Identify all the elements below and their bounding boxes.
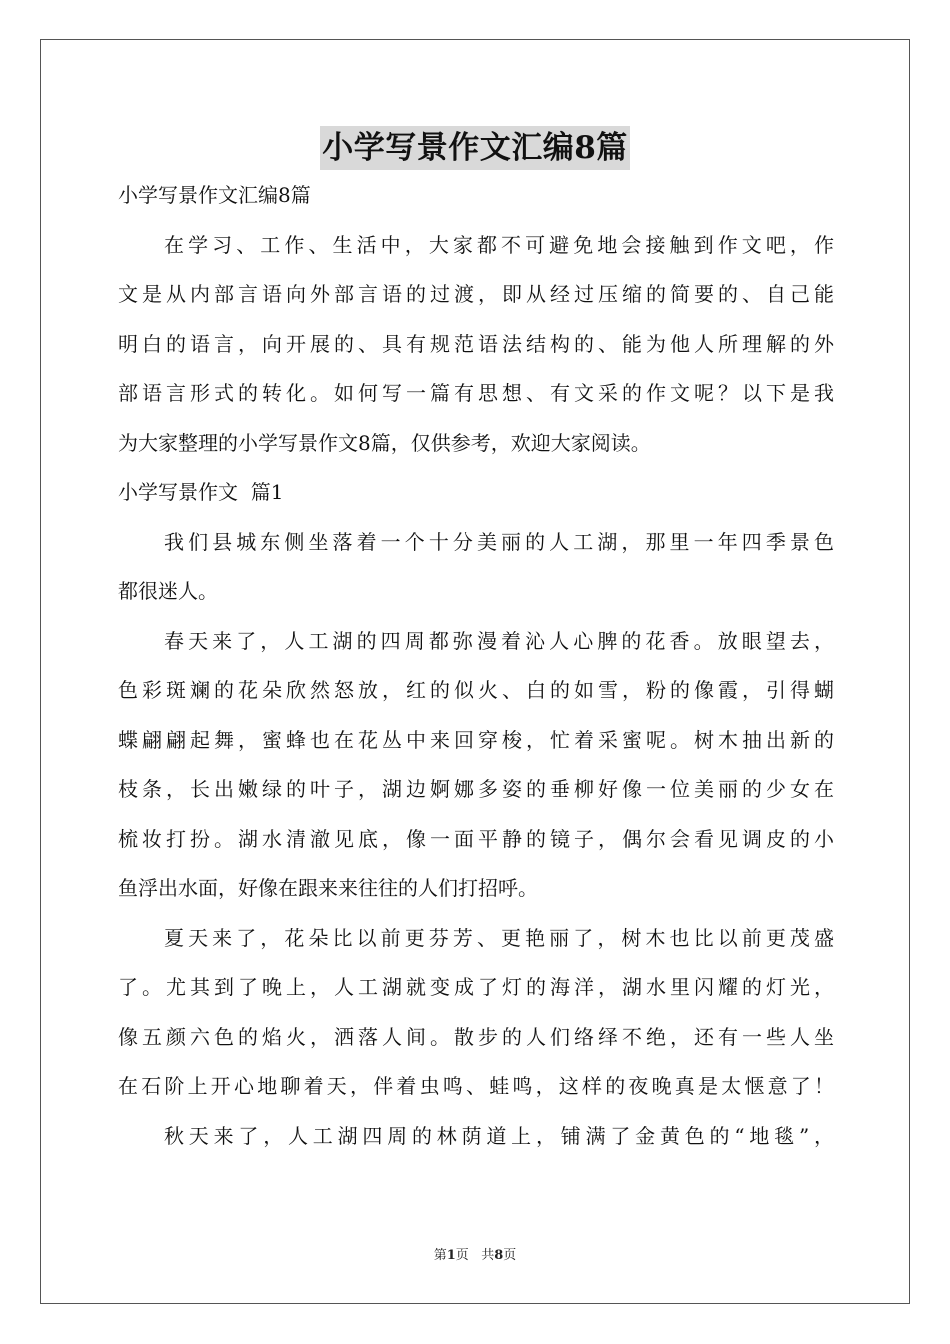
paragraph-line: 枝条，长出嫩绿的叶子，湖边婀娜多姿的垂柳好像一位美丽的少女在 bbox=[118, 777, 834, 801]
paragraph-line: 明白的语言，向开展的、具有规范语法结构的、能为他人所理解的外 bbox=[118, 331, 834, 356]
paragraph-line: 像五颜六色的焰火，洒落人间。散步的人们络绎不绝，还有一些人坐 bbox=[118, 1024, 834, 1049]
footer-total-pages: 8 bbox=[494, 1248, 504, 1263]
paragraph-line: 色彩斑斓的花朵欣然怒放，红的似火、白的如雪，粉的像霞，引得蝴 bbox=[118, 678, 834, 702]
paragraph-line: 春天来了，人工湖的四周都弥漫着沁人心脾的花香。放眼望去， bbox=[164, 628, 834, 653]
title-wrap bbox=[0, 126, 950, 170]
paragraph-line: 鱼浮出水面，好像在跟来来往往的人们打招呼。 bbox=[118, 876, 538, 900]
paragraph-line: 都很迷人。 bbox=[118, 579, 218, 603]
paragraph-line: 部语言形式的转化。如何写一篇有思想、有文采的作文呢？以下是我 bbox=[118, 381, 834, 405]
footer-prefix: 第 bbox=[433, 1248, 447, 1263]
page-footer bbox=[0, 1248, 950, 1264]
paragraph-line: 了。尤其到了晚上，人工湖就变成了灯的海洋，湖水里闪耀的灯光， bbox=[118, 975, 834, 999]
footer-current-page: 1 bbox=[446, 1248, 456, 1263]
paragraph-line: 在学习、工作、生活中，大家都不可避免地会接触到作文吧，作 bbox=[164, 232, 834, 257]
paragraph-line: 文是从内部言语向外部言语的过渡，即从经过压缩的简要的、自己能 bbox=[118, 282, 834, 306]
subtitle-line: 小学写景作文汇编8篇 bbox=[118, 183, 311, 207]
paragraph-line: 为大家整理的小学写景作文8篇，仅供参考，欢迎大家阅读。 bbox=[118, 430, 651, 455]
paragraph-line: 在石阶上开心地聊着天，伴着虫鸣、蛙鸣，这样的夜晚真是太惬意了！ bbox=[118, 1074, 834, 1098]
footer-suffix: 页 bbox=[503, 1248, 517, 1263]
paragraph-line: 夏天来了，花朵比以前更芬芳、更艳丽了，树木也比以前更茂盛 bbox=[164, 925, 834, 950]
document-title: 小学写景作文汇编8篇 bbox=[320, 126, 630, 170]
footer-mid: 页 共 bbox=[455, 1248, 495, 1263]
paragraph-line: 秋天来了，人工湖四周的林荫道上，铺满了金黄色的“地毯”， bbox=[164, 1123, 834, 1148]
paragraph-line: 蝶翩翩起舞，蜜蜂也在花丛中来回穿梭，忙着采蜜呢。树木抽出新的 bbox=[118, 727, 834, 752]
paragraph-line: 梳妆打扮。湖水清澈见底，像一面平静的镜子，偶尔会看见调皮的小 bbox=[118, 826, 834, 851]
document-body bbox=[118, 183, 834, 1173]
section-heading: 小学写景作文 篇1 bbox=[118, 480, 284, 504]
paragraph-line: 我们县城东侧坐落着一个十分美丽的人工湖，那里一年四季景色 bbox=[164, 529, 834, 554]
